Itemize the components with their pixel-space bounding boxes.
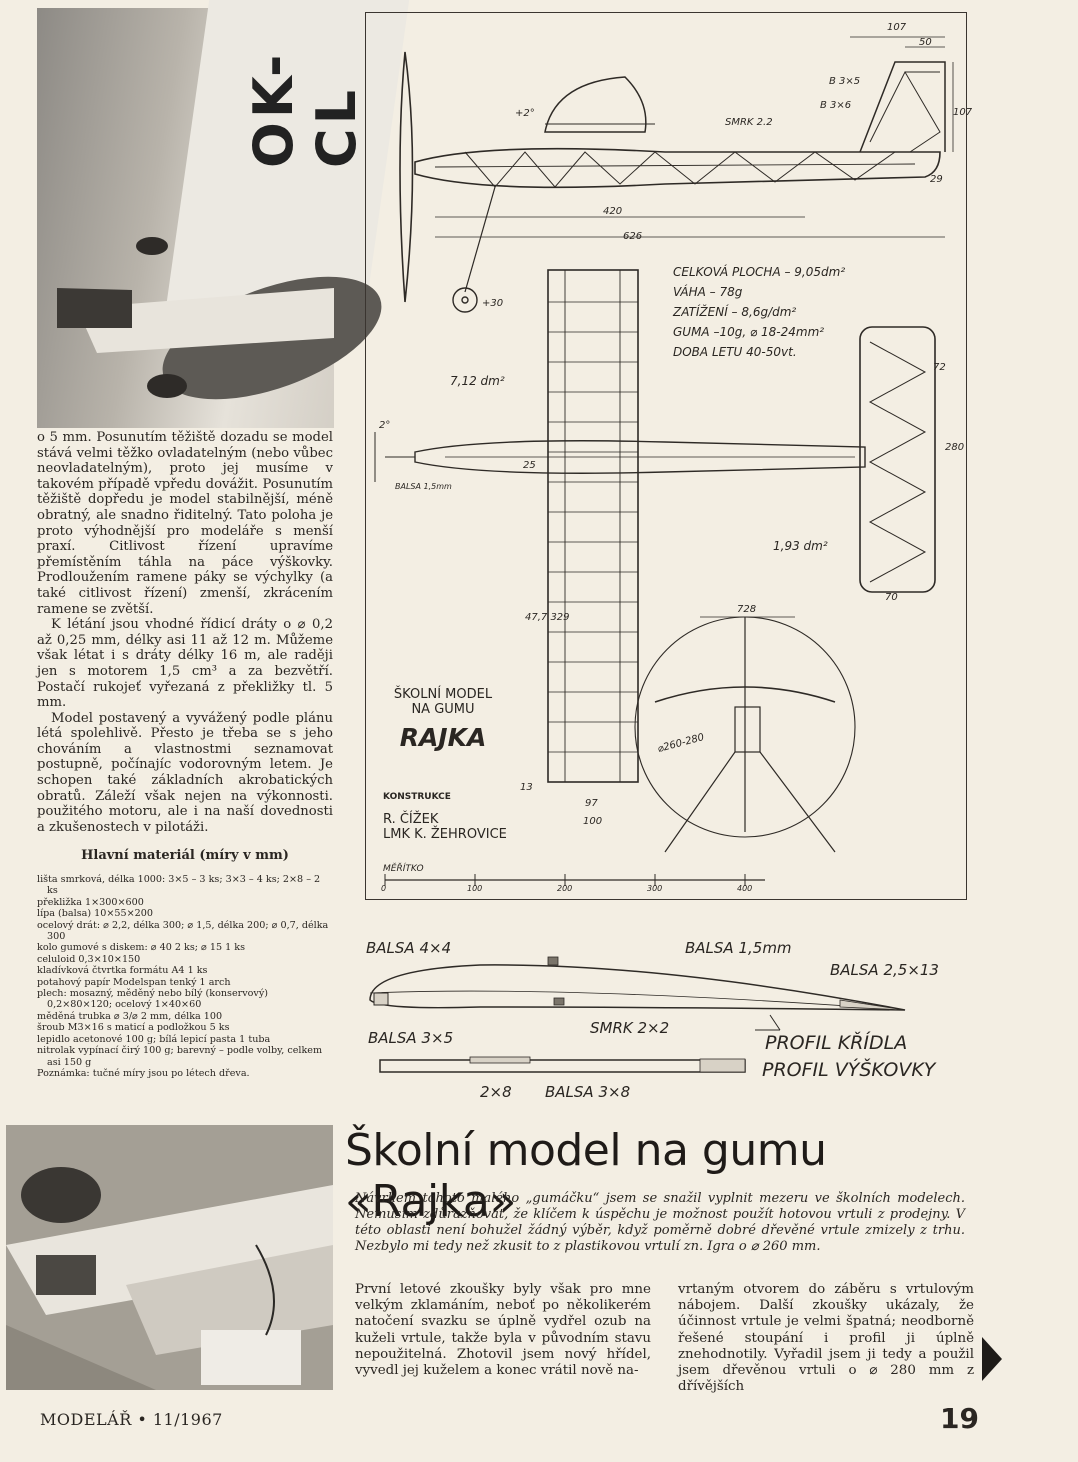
page-number: 19 (940, 1402, 979, 1435)
dim-label: 100 (583, 816, 603, 827)
plan-caption (383, 687, 503, 752)
body-column-1: První letové zkoušky byly však pro mne velkým zklamáním, neboť po několikerém natočení svazku se úplně vydřel ozub na kuželi vrtule, takže byla v původním stavu nepoužitelná. Zhotovil jsem nový hřídel, vyvedl jej kuželem a konec vrátil nově na- (355, 1282, 651, 1379)
dim-label: 420 (603, 206, 623, 217)
list-item: kolo gumové s diskem: ⌀ 40 2 ks; ⌀ 15 1 ks (37, 942, 246, 954)
list-item: kladívková čtvrtka formátu A4 1 ks (37, 965, 208, 977)
registration-marking: OK-CL (242, 50, 368, 168)
photo-fuselage-shape (37, 8, 334, 428)
profile-label: BALSA 1,5mm (685, 939, 792, 957)
dim-label: SMRK 2.2 (725, 117, 773, 128)
left-column-text (37, 430, 333, 835)
dim-label: 2° (379, 420, 391, 431)
caption-line: NA GUMU (411, 702, 475, 717)
scale-label: MĚŘÍTKO (383, 864, 424, 874)
scale-tick: 300 (647, 884, 663, 893)
list-item: Poznámka: tučné míry jsou po létech dřeva. (37, 1067, 250, 1079)
article-title: Školní model na gumu «Rajka» (345, 1125, 827, 1227)
profile-label: BALSA 3×5 (368, 1029, 454, 1047)
photo-model-top (37, 8, 368, 428)
paragraph: o 5 mm. Posunutím těžiště dozadu se model stává velmi těžko ovladatelným (nebo vůbec neovladatelným), proto jej musíme v takovém případě vpředu dovážit. Posunutím těžiště dopředu je model stabilnější, méně obratný, ale snadno řiditelný. Tato poloha je proto výhodnější pro modeláře s menší praxí. Citlivost řízení upravíme přemístěním táhla na páce výškovky. Prodloužením ramene páky se výchylky (a také citlivost řízení) zmenší, zkrácením ramene se zvětší. (37, 430, 333, 617)
dim-label: 47,7 329 (525, 612, 570, 623)
journal-footer: MODELÁŘ • 11/1967 (40, 1410, 223, 1429)
specs-block (673, 262, 845, 362)
dim-label: 70 (885, 592, 898, 603)
profile-label: SMRK 2×2 (590, 1019, 670, 1037)
photo-shapes (6, 1125, 333, 1390)
profile-label: PROFIL KŘÍDLA (765, 1032, 908, 1054)
list-item: měděná trubka ⌀ 3/⌀ 2 mm, délka 100 (37, 1010, 223, 1022)
dim-label: 728 (737, 604, 757, 615)
scale-tick: 0 (381, 884, 387, 893)
dim-label: BALSA 1,5mm (395, 482, 452, 491)
profile-label: 2×8 (480, 1083, 512, 1101)
profile-label: PROFIL VÝŠKOVKY (762, 1059, 936, 1081)
list-item: lišta smrková, délka 1000: 3×5 – 3 ks; 3×3 – 4 ks; 2×8 – 2 ks (37, 874, 321, 897)
scale-tick: 400 (737, 884, 753, 893)
materials-list (37, 874, 333, 1079)
list-item: nitrolak vypínací čirý 100 g; barevný – podle volby, celkem asi 150 g (37, 1045, 323, 1068)
article-intro: Návrhem tohoto malého „gumáčku“ jsem se snažil vyplnit mezeru ve školních modelech. Nemusím zdůrazňovat, že klíčem k úspěchu je možnost použít hotovou vrtuli z prodejny. V této oblasti není bohužel žádný výběr, když poměrně dobré dřevěné vrtule zmizely z trhu. Nezbylo mi tedy než zkusit to z plastikovou vrtulí zn. Igra o ⌀ 260 mm. (355, 1191, 965, 1254)
paragraph: Model postavený a vyvážený podle plánu létá spolehlivě. Přesto je třeba se s jeho chováním a vlastnostmi seznamovat postupně, počínajíc vodorovným letem. Je schopen také základních akrobatických obratů. Záleží však nejen na výkonnosti. použitého motoru, ale i na naší dovednosti a zkušenostech v pilotáži. (37, 710, 333, 835)
list-item: ocelový drát: ⌀ 2,2, délka 300; ⌀ 1,5, délka 200; ⌀ 0,7, délka 300 (37, 919, 329, 943)
profile-labels (360, 935, 970, 1110)
dim-label: 13 (520, 782, 533, 793)
dim-label: +2° (515, 108, 535, 119)
dim-label: 97 (585, 798, 598, 809)
dim-label: 29 (930, 174, 943, 185)
profile-label: BALSA 3×8 (545, 1083, 631, 1101)
dim-label: 1,93 dm² (773, 539, 828, 553)
list-item: celuloid 0,3×10×150 (37, 953, 141, 965)
dim-label: ⌀260-280 (656, 732, 706, 755)
caption-line: ŠKOLNÍ MODEL (393, 687, 493, 702)
profile-label: BALSA 4×4 (366, 939, 452, 957)
spec-line: ZATÍŽENÍ – 8,6g/dm² (673, 305, 797, 319)
dim-label: 25 (523, 460, 536, 471)
credit-club: LMK K. ŽEHROVICE (383, 827, 507, 842)
dim-label: 626 (623, 231, 643, 242)
body-column-2: vrtaným otvorem do záběru s vrtulovým nábojem. Další zkoušky ukázaly, že účinnost vrtule je velmi špatná; neodborně řešené stoupání i profil ji úplně znehodnotily. Vyřadil jsem ji tedy a použil jsem dřevěnou vrtuli o ⌀ 280 mm z dřívějších (678, 1282, 974, 1395)
list-item: překližka 1×300×600 (37, 896, 144, 908)
dim-label: 107 (887, 22, 907, 33)
construction-credit (383, 792, 507, 842)
dim-label: B 3×5 (829, 76, 861, 87)
dim-label: 72 (933, 362, 946, 373)
list-item: plech: mosazný, měděný nebo bílý (konservový) 0,2×80×120; ocelový 1×40×60 (37, 988, 269, 1011)
credit-name: R. ČÍŽEK (383, 812, 439, 827)
list-item: lípa (balsa) 10×55×200 (37, 908, 153, 920)
dim-label: +30 (482, 298, 504, 309)
dim-label: B 3×6 (820, 100, 852, 111)
scale-tick: 100 (467, 884, 483, 893)
continue-arrow-icon (980, 1335, 1005, 1383)
list-item: šroub M3×16 s maticí a podložkou 5 ks (37, 1022, 230, 1034)
list-item: lepidlo acetonové 100 g; bílá lepicí pasta 1 tuba (37, 1033, 271, 1045)
photo-model-bottom (6, 1125, 333, 1390)
spec-line: CELKOVÁ PLOCHA – 9,05dm² (673, 265, 846, 279)
dim-label: 50 (919, 37, 932, 48)
dim-label: 280 (945, 442, 965, 453)
dim-label: 7,12 dm² (450, 374, 505, 388)
scale-tick: 200 (557, 884, 573, 893)
caption-title: RAJKA (399, 723, 487, 752)
paragraph: K létání jsou vhodné řídicí dráty o ⌀ 0,2 až 0,25 mm, délky asi 11 až 12 m. Můžeme však létat i s dráty délky 16 m, ale raději jen s motorem 1,5 cm³ a za bezvětří. Postačí rukojeť vyřezaná z překližky tl. 5 mm. (37, 617, 333, 711)
materials-heading: Hlavní materiál (míry v mm) (81, 848, 289, 863)
plan-labels (365, 12, 973, 898)
list-item: potahový papír Modelspan tenký 1 arch (37, 976, 231, 988)
dim-label: 107 (953, 107, 973, 118)
profile-label: BALSA 2,5×13 (830, 961, 939, 979)
credit-label: KONSTRUKCE (383, 792, 451, 802)
spec-line: GUMA –10g, ⌀ 18-24mm² (673, 325, 825, 339)
spec-line: DOBA LETU 40-50vt. (673, 345, 797, 359)
spec-line: VÁHA – 78g (673, 285, 743, 299)
